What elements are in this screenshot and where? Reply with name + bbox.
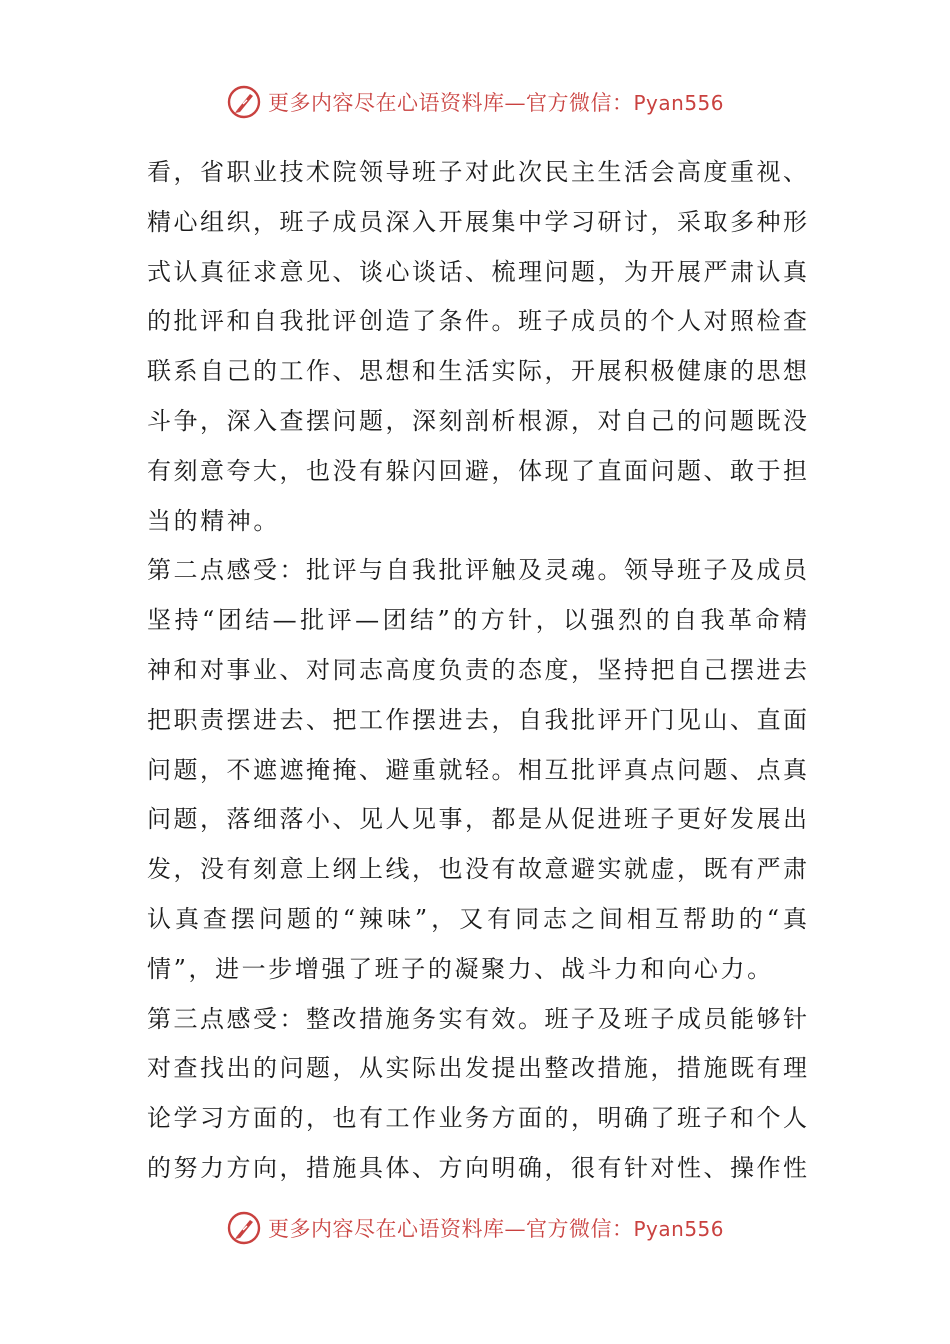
header-banner-id: Pyan556 <box>633 91 724 115</box>
text-line: 问题，不遮遮掩掩、避重就轻。相互批评真点问题、点真 <box>147 755 807 784</box>
text-line: 有刻意夸大，也没有躲闪回避，体现了直面问题、敢于担 <box>147 456 807 485</box>
header-banner-text: 更多内容尽在心语资料库—官方微信：Pyan556 <box>267 91 724 115</box>
text-line: 的努力方向，措施具体、方向明确，很有针对性、操作性 <box>147 1153 807 1182</box>
text-line: 的批评和自我批评创造了条件。班子成员的个人对照检查 <box>147 307 807 336</box>
text-line: 神和对事业、对同志高度负责的态度，坚持把自己摆进去 <box>147 655 807 684</box>
text-line: 坚持“团结—批评—团结”的方针，以强烈的自我革命精 <box>147 606 807 635</box>
document-body <box>147 148 807 1194</box>
text-line: 问题，落细落小、见人见事，都是从促进班子更好发展出 <box>147 805 807 834</box>
quill-logo-icon <box>226 1210 262 1246</box>
quill-logo-icon <box>226 84 262 120</box>
text-line: 发，没有刻意上纲上线，也没有故意避实就虚，既有严肃 <box>147 855 807 884</box>
text-line: 联系自己的工作、思想和生活实际，开展积极健康的思想 <box>147 357 807 386</box>
text-line: 认真查摆问题的“辣味”，又有同志之间相互帮助的“真 <box>147 904 807 933</box>
text-line: 斗争，深入查摆问题，深刻剖析根源，对自己的问题既没 <box>147 406 807 435</box>
text-line: 看，省职业技术院领导班子对此次民主生活会高度重视、 <box>147 158 807 186</box>
text-line: 当的精神。 <box>147 506 280 535</box>
text-line: 精心组织，班子成员深入开展集中学习研讨，采取多种形 <box>147 207 807 236</box>
text-line: 对查找出的问题，从实际出发提出整改措施，措施既有理 <box>147 1054 807 1083</box>
footer-banner-text: 更多内容尽在心语资料库—官方微信：Pyan556 <box>267 1217 724 1241</box>
text-line: 情”，进一步增强了班子的凝聚力、战斗力和向心力。 <box>147 954 774 983</box>
footer-banner <box>0 1208 950 1248</box>
text-line: 第二点感受：批评与自我批评触及灵魂。领导班子及成员 <box>147 556 807 585</box>
text-line: 第三点感受：整改措施务实有效。班子及班子成员能够针 <box>147 1004 807 1033</box>
text-line: 论学习方面的，也有工作业务方面的，明确了班子和个人 <box>147 1104 807 1133</box>
text-line: 式认真征求意见、谈心谈话、梳理问题，为开展严肃认真 <box>147 257 807 286</box>
text-line: 把职责摆进去、把工作摆进去，自我批评开门见山、直面 <box>147 705 807 734</box>
header-banner <box>0 82 950 122</box>
footer-banner-id: Pyan556 <box>633 1217 724 1241</box>
